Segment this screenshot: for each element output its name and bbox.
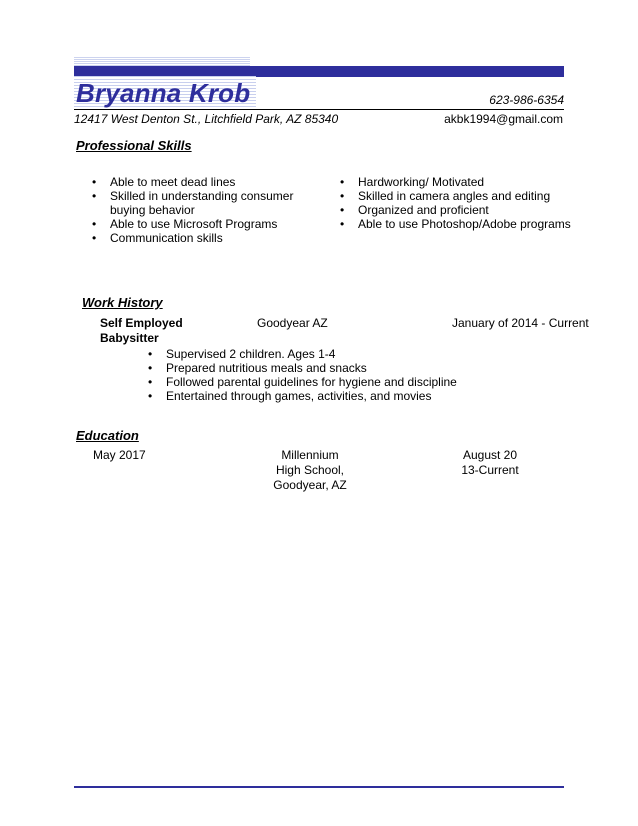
list-item: • Able to use Photoshop/Adobe programs — [340, 217, 571, 231]
header-divider — [74, 109, 564, 110]
job-dates: January of 2014 - Current — [452, 316, 589, 330]
work-history-heading: Work History — [82, 295, 163, 310]
list-item: • Entertained through games, activities, and movies — [148, 389, 432, 403]
bullet-icon: • — [92, 189, 97, 203]
list-item: • Able to meet dead lines — [92, 175, 236, 189]
bullet-icon: • — [148, 347, 153, 361]
street-address: 12417 West Denton St., Litchfield Park, AZ 85340 — [74, 112, 339, 126]
list-item: • Communication skills — [92, 231, 223, 245]
list-item: • Prepared nutritious meals and snacks — [148, 361, 367, 375]
job-duties-list — [148, 347, 488, 403]
bullet-icon: • — [92, 217, 97, 231]
bullet-icon: • — [340, 189, 345, 203]
bullet-icon: • — [340, 175, 345, 189]
list-item: • Skilled in camera angles and editing — [340, 189, 551, 203]
job-location: Goodyear AZ — [257, 316, 328, 330]
skills-list-right — [340, 175, 580, 231]
email-address: akbk1994@gmail.com — [444, 112, 563, 126]
skills-list-left — [92, 175, 302, 245]
candidate-name: Bryanna Krob — [74, 76, 256, 110]
footer-divider — [74, 786, 564, 788]
list-item: • Hardworking/ Motivated — [340, 175, 485, 189]
list-item: • Supervised 2 children. Ages 1-4 — [148, 347, 336, 361]
list-item: • Skilled in understanding consumer buying behavior — [92, 189, 294, 217]
list-item: • Followed parental guidelines for hygiene and discipline — [148, 375, 457, 389]
bullet-icon: • — [148, 389, 153, 403]
bullet-icon: • — [340, 217, 345, 231]
skills-heading: Professional Skills — [76, 138, 192, 153]
bullet-icon: • — [148, 361, 153, 375]
bullet-icon: • — [340, 203, 345, 217]
education-date: May 2017 — [93, 448, 146, 462]
school-name: Millennium High School, Goodyear, AZ — [273, 448, 347, 492]
phone-number: 623-986-6354 — [489, 93, 564, 107]
list-item: • Organized and proficient — [340, 203, 489, 217]
list-item: • Able to use Microsoft Programs — [92, 217, 278, 231]
education-date-range: August 20 13-Current — [461, 448, 519, 477]
job-title: Self Employed Babysitter — [100, 316, 183, 345]
education-heading: Education — [76, 428, 139, 443]
bullet-icon: • — [92, 175, 97, 189]
bullet-icon: • — [92, 231, 97, 245]
bullet-icon: • — [148, 375, 153, 389]
